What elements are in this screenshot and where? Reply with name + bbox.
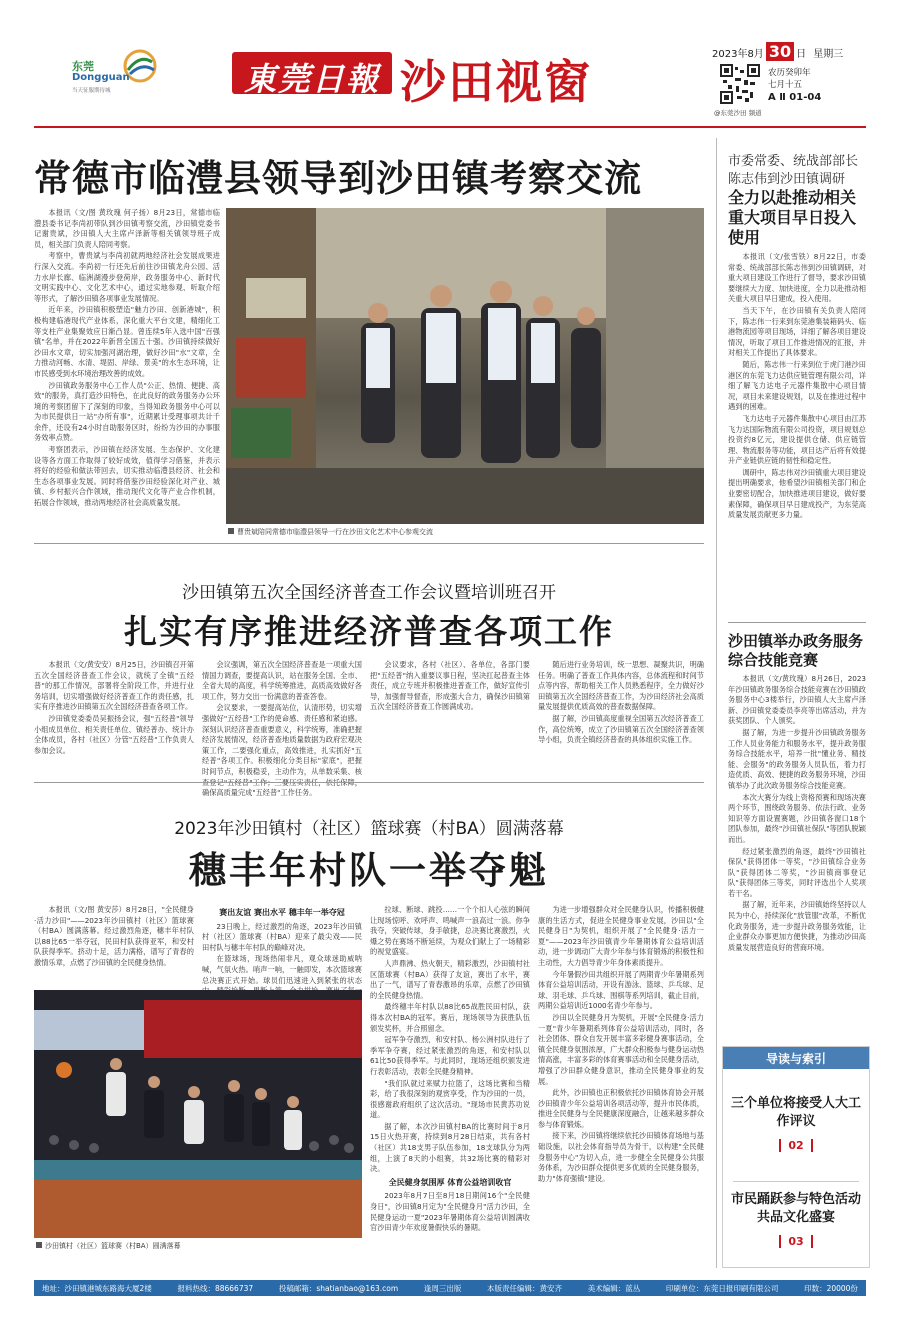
article1-paragraph: 近年来，沙田镇积极塑造"魅力沙田、创新港城"，积极构建临港现代产业体系，深化重大平台文建，精细化工等支柱产业集聚效应日渐凸显。曾连续5年入选中国"百强镇"名单，并在2022年新晋全国五十强。沙田镇持续做好沙田水文章，切实加强河湖治理，做好沙田"水"文章，全力推动河畅、水清、堤固、岸绿、景美"的水生态环境，让市民感受到水环境治理改善的成效。 [34, 305, 220, 378]
guide-item-page: 03 [779, 1235, 813, 1248]
footer-frequency: 逢周三出版 [423, 1283, 462, 1293]
article3-paragraph: 此外，沙田镇也正积极依托沙田镇体育协会开展沙田镇青少年公益培训各项活动等，提升市民体质，推进全民健身与全民健康深度融合，让越来越多群众参与体育锻炼。 [538, 1088, 704, 1129]
sidebar-box-paragraph: 经过紧张激烈的角逐，最终"沙田镇社保队"获得团体一等奖，"沙田镇综合业务队"获得团体二等奖，"沙田镇商事登记队"获得团体三等奖，同时评选出个人奖项若干名。 [728, 846, 866, 898]
lunar-year: 农历癸卯年 [768, 68, 811, 78]
article3-paragraph: 23日晚上，经过激烈的角逐，2023年沙田镇村（社区）篮球赛（村BA）迎来了最尖戏——民田村队与穗丰年村队的巅峰对决。 [202, 921, 362, 952]
article3-lead: 本报讯（文/图 黄安莎）8月28日，"全民健身·活力沙田"——2023年沙田镇村（社区）篮球赛（村BA）圆满落幕。经过激烈角逐，穗丰年村队以88比65一举夺冠，民田村队获得亚军，和安村队获得季军。挤动十足，活力满格，谱写了青春的激情乐章，点燃了沙田镇的全民健身热情。 [34, 905, 194, 967]
logo-slogan: 当天征服期待城 [72, 88, 111, 94]
guide-item-title: 三个单位将接受人大工作评议 [731, 1096, 862, 1129]
date-day: 30 [766, 42, 794, 61]
article3-col2 [202, 905, 362, 987]
logo-text-cn: 东莞 [72, 60, 94, 73]
sidebar-paragraph: 当天下午，在沙田镇有关负责人陪同下，陈志伟一行来到东莞港集装箱码头、临港物流园等项目现场，详细了解各项目建设情况，听取了项目工作推进情况的汇报，并对相关工作提出了具体要求。 [728, 305, 866, 358]
weekday: 星期三 [813, 49, 844, 60]
sidebar-lead: 本报讯（文/张雪铁）8月22日，市委常委、统战部部长陈志伟到沙田镇调研，对重大项目建设工作进行了督导，要求沙田镇要继续大力度、加快进度，全力以赴推动相关重大项目早日建成，投入使用。 [728, 252, 866, 304]
sidebar-paragraph: 飞力达电子元器件集散中心项目由江苏飞力达国际物流有限公司投资，项目规划总投资约8亿元，建设提供仓储、供应链管理、物流服务等功能，项目达产后将有效提升产业链供应链的韧性和稳定性。 [728, 413, 866, 466]
guide-item-title: 市民踊跃参与特色活动共品文化盛宴 [731, 1192, 862, 1225]
article2-kicker: 沙田镇第五次全国经济普查工作会议暨培训班召开 [182, 583, 556, 603]
qr-code-icon [720, 64, 760, 104]
date-prefix: 2023年8月 [712, 49, 764, 60]
guide-title: 导读与索引 [765, 1052, 826, 1066]
article3-paragraph: 今年暑假沙田共组织开展了两期青少年暑期系列体育公益培训活动，开设有游泳、篮球、乒乓球、足球、羽毛球、乒乓球、围棋等系列培训，截止目前，两期公益培训近1000名青少年参与。 [538, 969, 704, 1011]
sidebar-box-paragraph: 据了解，为进一步提升沙田镇政务服务工作人员业务能力和服务水平，提升政务服务综合技能水平，培养一批"懂业务、精技能、会服务"的政务服务人员队伍，着力打造优质、高效、便捷的政务服务环境，沙田镇举办了此次政务服务综合技能竞赛。 [728, 727, 866, 790]
article3-paragraph: 接下来，沙田镇将继续依托沙田镇体育场地与基础设施，以社会体育指导员为骨干，以构建"全民健身服务中心"为切入点，进一步健全全民健身公共服务体系，为沙田群众提供更多优质的全民健身服务，助力"体育强镇"建设。 [538, 1131, 704, 1183]
guide-title-bar [723, 1047, 869, 1069]
footer-hotline: 报料热线：88666737 [177, 1283, 254, 1293]
article1-body [34, 208, 220, 534]
article3-paragraph: 沙田以全民健身月为契机，开展"全民健身·活力一夏"青少年暑期系列体育公益培训活动，同时，各社会团体、群众自发开展丰富多彩健身赛事活动，全镇全民健身氛围浓厚，广大群众积极参与健身运动热情高涨，丰富多彩的体育赛事活动和全民健身活动，增强了沙田群众健身意识，推动全民健身事业的发展。 [538, 1012, 704, 1086]
article1-paragraph: 考察中，曹贵斌与李尚初就两地经济社会发展成果进行深入交流。李尚初一行还先后前往沙田镇龙舟公园、活力水岸长廊、临洲湖漫步登荷岸，政务服务中心、新时代文明实践中心、文化艺术中心，通过实地参观、听取介绍等形式，了解沙田镇各项事业发展情况。 [34, 251, 220, 303]
article2-paragraph: 随后进行业务培训，统一思想、凝聚共识，明确任务。明确了普查工作具体内容，总体流程和时间节点等内容，帮助相关工作人员熟悉程序，全力做好沙田镇第五次全国经济普查工作，为沙田经济社会高质量发展提供优质高效的普查数据保障。 [538, 660, 704, 712]
issue-date [712, 42, 843, 61]
guide-item-page: 02 [779, 1139, 813, 1152]
guide-item[interactable] [731, 1191, 861, 1248]
sidebar-box-paragraph: 本次大赛分为线上资格预赛和现场决赛两个环节，围绕政务服务、依法行政、业务知识等方面设置赛题，沙田镇各窗口18个团队参加，最终"沙田镇社保队"等团队脱颖而出。 [728, 792, 866, 844]
date-block [712, 42, 872, 120]
qr-caption: @东莞沙田 频道 [714, 109, 762, 117]
guide-item[interactable] [731, 1095, 861, 1152]
sidebar-box-headline: 沙田镇举办政务服务综合技能竞赛 [728, 632, 864, 669]
article1-photo-caption: 曹贵斌陪同常德市临澧县领导一行在沙田文化艺术中心参观交流 [228, 527, 433, 537]
article3-paragraph: 2023年8月7日至8月18日期间16个"全民健身日"，沙田镇8月定为"全民健身月"活力沙田，全民健身运动一夏"2023年暑期体育公益培训圆满收官沙田青少年欢度暑假快乐的暑期。 [370, 1191, 530, 1233]
footer-editor: 本版责任编辑：黄安齐 [487, 1283, 563, 1293]
article3-sub-heading: 赛出友谊 赛出水平 穗丰年一举夺冠 [219, 908, 345, 917]
sidebar-paragraph: 调研中，陈志伟对沙田镇重大项目建设提出明确要求，他希望沙田镇相关部门和企业要密切配合，加快推进项目建设，做好要素保障，确保项目早日建成投产，为东莞高质量发展贡献更多力量。 [728, 467, 866, 520]
article2-col2 [202, 660, 362, 798]
caption-marker-icon [228, 528, 234, 534]
article2-col3 [370, 660, 530, 774]
article3-paragraph: 据了解，本次沙田镇村BA的比赛时间于8月15日火热开赛，持续到8月28日结束，共有各村（社区）共18支男子队伍参加，18支球队分为两组，上演了8天的小组赛，共32场比赛的精彩对决。 [370, 1121, 530, 1174]
sidebar-kicker-2: 陈志伟到沙田镇调研 [728, 172, 846, 187]
qr-code[interactable] [720, 64, 760, 104]
caption-marker-icon [36, 1242, 42, 1248]
article3-col4 [538, 905, 704, 1251]
sidebar-kicker-1: 市委常委、统战部部长 [728, 154, 859, 169]
article3-photo-caption: 沙田镇村（社区）篮球赛（村BA）圆满落幕 [36, 1241, 181, 1251]
paper-name-box [232, 52, 392, 98]
article2-paragraph: 据了解，沙田镇高度重视全国第五次经济普查工作，高位统筹，成立了沙田镇第五次全国经济普查领导小组，负责全镇经济普查的具体组织实施工作。 [538, 713, 704, 745]
basketball-photo-illustration [34, 990, 362, 1238]
section-title: 沙田视窗 [400, 55, 592, 109]
article2-paragraph: 沙田镇党委委员吴振扬会议，强"五经普"领导小组成员单位、相关责任单位、镇经普办、统计办全体成员，各村（社区）分管"五经普"工作负责人参加会议。 [34, 713, 194, 755]
article1-paragraph: 沙田镇政务服务中心工作人员"公正、热情、便捷、高效"的服务，真打造沙田特色，在此良好的政务服务办公环境的考察团留下了深刻的印象，当得知政务服务中心可以为市民提供日一站"办所有事"，近期累计受理事项共计千余件，还设有24小时自助服务区时，纷纷为沙田的办事服务效率点赞。 [34, 380, 220, 443]
article1-photo [226, 208, 704, 524]
dongguan-logo [70, 48, 165, 106]
lunar-day: 七月十五 [768, 80, 803, 90]
article3-paragraph: 拉球、断球、跳投……一个个扣人心弦的瞬间让现场惊呼、欢呼声、鸣喊声一浪高过一浪。你争我夺，突破传球，身手敏捷，总决赛比赛激烈，火爆之势在赛场不断延续，为观众们献上了一场精彩的视觉盛宴。 [370, 905, 530, 957]
article3-paragraph: 人声鼎沸、热火朝天，精彩激烈，沙田镇村社区篮球赛（村BA）获得了友谊，赛出了水平，赛出了一气，谱写了青春激昂的乐章，点燃了沙田镇的全民健身热情。 [370, 958, 530, 1000]
divider [34, 782, 704, 783]
article1-paragraph: 考察团表示，沙田镇在经济发展、生态保护、文化建设等各方面工作取得了较好成效，值得学习借鉴，并表示将好的经验和做法带回去，切实推动临澧县经济、社会和生态各项事业发展。同时将借鉴沙田经验深化对产业、城镇、乡村振兴合作领域，推动现代文化等产业合作机制，拓展合作领域，推动两地经济社会高质量发展。 [34, 445, 220, 508]
divider [728, 622, 866, 623]
article3-kicker: 2023年沙田镇村（社区）篮球赛（村BA）圆满落幕 [174, 819, 564, 839]
article3-col1 [34, 905, 194, 987]
sidebar-headline: 全力以赴推动相关重大项目早日投入使用 [728, 188, 857, 247]
article3-paragraph: "我们队就过来赋力拉篮了，这场比赛和当精彩，给了我很深刻的观赏享受，作为沙田的一员，很感谢政府组织了这次活动。"现场市民黄苏功说道。 [370, 1078, 530, 1120]
masthead-rule [34, 126, 866, 128]
logo-text-en: Dongguan [72, 72, 130, 83]
article3-paragraph: 为进一步增强群众对全民健身认识，传播积极健康的生活方式，促进全民健身事业发展，沙田以"全民健身日"为契机，组织开展了"全民健身·活力一夏"——2023年沙田镇青少年暑期体育公益培训活动，进一步调动广大青少年参与体育锻炼的积极性和主动性，大力倡导青少年身体素质提升。 [538, 905, 704, 967]
article2-paragraph: 会议要求，一要提高站位，认清形势，切实增强做好"五经普"工作的使命感、责任感和紧迫感。深刻认识经济普查重要意义，科学统筹，准确把握经济发展情况，经济普查地质量数据为政府宏观决策工作，二要强化重点，高效推进，扎实抓好"五经普"各项工作。积极细化分类目标"家底"，把握时间节点，积极稳妥，主动作为，从单数采集、核查登记"五经普"工作；三要压实责任，依托保障，确保高质量完成"五经普"工作任务。 [202, 703, 362, 798]
footer-bar [34, 1280, 866, 1296]
footer-printer: 印刷单位：东莞日报印刷有限公司 [665, 1283, 779, 1293]
article2-paragraph: 会议强调，第五次全国经济普查是一项重大国情国力调查，要提高认识，站在服务全国、全市、全省大局的高度，科学统筹推进，高质高效做好各项工作，努力交出一份满意的普查答卷。 [202, 660, 362, 701]
article2-paragraph: 会议要求，各村（社区）、各单位，各部门要把"五经普"纳入重要议事日程，坚决扛起普查主体责任，成立专班并积极推进普查工作，做好宣传引导，加强督导督查，形成强大合力，确保沙田镇第五次全国经济普查工作圆满成功。 [370, 660, 530, 712]
article2-headline: 扎实有序推进经济普查各项工作 [124, 612, 614, 651]
article3-sub-heading: 全民健身氛围厚 体育公益培训收官 [388, 1177, 512, 1187]
divider [733, 1181, 859, 1182]
guide-box [722, 1046, 870, 1268]
page-range: A Ⅱ 01-04 [768, 92, 822, 103]
article2-col4 [538, 660, 704, 774]
article3-paragraph: 冠军争夺激烈，和安村队、杨公洲村队进行了季军争夺赛，经过紧张激烈的角逐，和安村队以61比50获得季军。与此同时，现场还组织颁发进行表彰活动，表彰全民健身精神。 [370, 1035, 530, 1076]
article3-photo [34, 990, 362, 1238]
sidebar-box-body [728, 674, 866, 1038]
article3-paragraph: 在篮球场，现场热闹非凡，观众球迷助威呐喊，气氛火热。哨声一响，一触即发，本次篮球赛总决赛正式开始。球员们迅速进入到紧张的状态 [202, 954, 362, 985]
article3-headline: 穗丰年村队一举夺魁 [189, 848, 549, 892]
article2-lead: 本报讯（文/黄安安）8月25日，沙田镇召开第五次全国经济普查工作会议，就统了全镇"五经普"的那工作情况，部署将全阶段工作，并进行业务培训，切实增强做好经济普查工作的责任感，扎实有序推进沙田镇第五次全国经济普查各项工作。 [34, 660, 194, 712]
article3-paragraph: 最终穗丰年村队以88比65战胜民田村队，获得本次村BA的冠军。赛后，现场领导为获胜队伍颁发奖杯，并合照留念。 [370, 1002, 530, 1033]
sidebar-body [728, 252, 866, 614]
footer-email[interactable]: 投稿邮箱：shatianbao@163.com [278, 1283, 399, 1293]
article1-headline: 常德市临澧县领导到沙田镇考察交流 [34, 156, 642, 200]
article3-col3 [370, 905, 530, 1251]
sidebar-box-paragraph: 据了解，近年来，沙田镇始终坚持以人民为中心，持续深化"放管服"改革，不断优化政务服务，进一步提升政务服务效能，让企业群众办事更加方便快捷，为推动沙田高质量发展营造良好的营商环境。 [728, 900, 866, 952]
article2-col1 [34, 660, 194, 774]
sidebar-box-lead: 本报讯（文/黄玫瑰）8月26日，2023年沙田镇政务服务综合技能竞赛在沙田镇政务服务中心3楼举行，沙田镇人大主席卢泽新、沙田镇党委委员李亮等出席活动，并为获奖团队、个人颁奖。 [728, 674, 866, 726]
masthead [0, 0, 900, 120]
article1-lead: 本报讯（文/图 黄玫瑰 何子扬）8月23日，常德市临澧县委书记李尚初带队到沙田镇考察交流，沙田镇党委书记谢贵斌，沙田镇人大主席卢泽新等相关镇领导班子成员，相关部门负责人陪同考察。 [34, 208, 220, 249]
divider [34, 543, 704, 544]
sidebar-divider [716, 138, 717, 1268]
sidebar-paragraph: 随后，陈志伟一行来到位于虎门港沙田港区的东莞飞力达供应链管理有限公司，详细了解飞力达电子元器件集散中心项目情况，项目未来建设规划，以及在推进过程中遇到的困难。 [728, 359, 866, 412]
meeting-photo-illustration [226, 208, 704, 524]
paper-name: 東莞日報 [243, 60, 380, 98]
date-suffix: 日 [796, 49, 807, 60]
footer-circulation: 印数：20000份 [804, 1283, 858, 1293]
footer-address: 地址：沙田镇港城东路海大厦2楼 [42, 1283, 152, 1293]
footer-art-editor: 美术编辑：蓝丛 [587, 1283, 641, 1293]
